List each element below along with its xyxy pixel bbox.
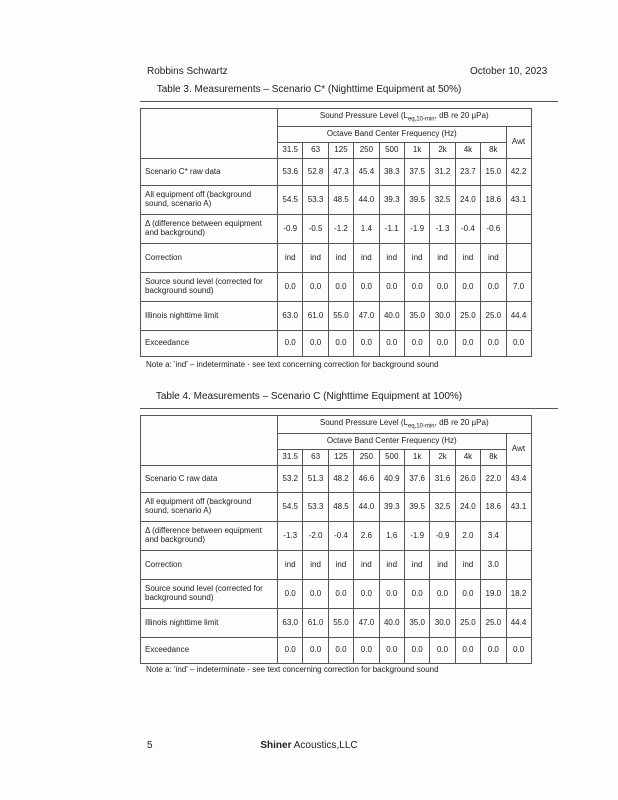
- value-cell: ind: [481, 244, 506, 273]
- value-cell: 26.0: [455, 466, 480, 493]
- value-cell: 0.0: [455, 273, 480, 302]
- table-row: [141, 331, 532, 357]
- row-label: Scenario C raw data: [141, 466, 278, 493]
- value-cell: -0.9: [278, 215, 303, 244]
- awt-cell: 0.0: [506, 331, 531, 357]
- band-header: 8k: [481, 450, 506, 466]
- value-cell: 32.5: [430, 493, 455, 522]
- value-cell: ind: [354, 244, 379, 273]
- table-row: [141, 215, 532, 244]
- band-header: 1k: [404, 450, 429, 466]
- awt-cell: [506, 551, 531, 580]
- value-cell: 48.2: [328, 466, 353, 493]
- value-cell: 47.0: [354, 302, 379, 331]
- table-row: [141, 493, 532, 522]
- value-cell: -0.4: [455, 215, 480, 244]
- value-cell: 0.0: [328, 580, 353, 609]
- awt-cell: 43.1: [506, 493, 531, 522]
- value-cell: 18.6: [481, 186, 506, 215]
- page-number: 5: [147, 740, 153, 751]
- value-cell: 53.2: [278, 466, 303, 493]
- value-cell: 23.7: [455, 159, 480, 186]
- row-label: Scenario C* raw data: [141, 159, 278, 186]
- spl-label-prefix: Sound Pressure Level (L: [319, 417, 408, 427]
- value-cell: 37.5: [404, 159, 429, 186]
- band-header: 250: [354, 450, 379, 466]
- value-cell: 0.0: [303, 638, 328, 664]
- value-cell: 1.4: [354, 215, 379, 244]
- awt-cell: 44.4: [506, 302, 531, 331]
- band-header: 1k: [404, 143, 429, 159]
- value-cell: 38.3: [379, 159, 404, 186]
- row-label: Δ (difference between equipment and background): [141, 522, 278, 551]
- value-cell: ind: [404, 551, 429, 580]
- value-cell: 0.0: [455, 331, 480, 357]
- band-header: 125: [328, 143, 353, 159]
- table-3-caption: Table 3. Measurements – Scenario C* (Nighttime Equipment at 50%): [156, 84, 462, 95]
- value-cell: 35.0: [404, 609, 429, 638]
- value-cell: 0.0: [354, 638, 379, 664]
- value-cell: 48.5: [328, 493, 353, 522]
- value-cell: 25.0: [481, 302, 506, 331]
- row-label: Correction: [141, 551, 278, 580]
- octave-header: Octave Band Center Frequency (Hz): [278, 127, 507, 143]
- value-cell: 0.0: [481, 273, 506, 302]
- value-cell: 0.0: [328, 638, 353, 664]
- value-cell: 25.0: [481, 609, 506, 638]
- value-cell: -1.3: [430, 215, 455, 244]
- value-cell: 0.0: [430, 638, 455, 664]
- value-cell: 30.0: [430, 609, 455, 638]
- row-label: All equipment off (background sound, scenario A): [141, 186, 278, 215]
- value-cell: 25.0: [455, 302, 480, 331]
- table-4-note: Note a: 'ind' – indeterminate - see text concerning correction for background sound: [146, 665, 439, 674]
- awt-cell: 7.0: [506, 273, 531, 302]
- value-cell: 22.0: [481, 466, 506, 493]
- awt-cell: 43.4: [506, 466, 531, 493]
- awt-header: Awt: [506, 127, 531, 159]
- spl-label-sub: eq,10-min: [407, 116, 435, 123]
- value-cell: 30.0: [430, 302, 455, 331]
- value-cell: 47.0: [354, 609, 379, 638]
- spl-header: [278, 416, 532, 434]
- value-cell: ind: [430, 551, 455, 580]
- spl-label-suffix: , dB re 20 µPa): [434, 110, 489, 120]
- value-cell: -0.4: [328, 522, 353, 551]
- row-label: Source sound level (corrected for background sound): [141, 580, 278, 609]
- table-row: [141, 580, 532, 609]
- value-cell: 39.3: [379, 186, 404, 215]
- table-row: [141, 551, 532, 580]
- value-cell: 19.0: [481, 580, 506, 609]
- value-cell: -1.1: [379, 215, 404, 244]
- value-cell: 54.5: [278, 493, 303, 522]
- header-author: Robbins Schwartz: [147, 66, 228, 77]
- header-blank: [141, 109, 278, 159]
- value-cell: 0.0: [430, 580, 455, 609]
- value-cell: 0.0: [328, 273, 353, 302]
- value-cell: 48.5: [328, 186, 353, 215]
- value-cell: 61.0: [303, 609, 328, 638]
- value-cell: 0.0: [455, 580, 480, 609]
- band-header: 4k: [455, 143, 480, 159]
- value-cell: 31.6: [430, 466, 455, 493]
- table-row: [141, 302, 532, 331]
- value-cell: ind: [303, 244, 328, 273]
- row-label: Correction: [141, 244, 278, 273]
- table-row: [141, 609, 532, 638]
- value-cell: ind: [354, 551, 379, 580]
- value-cell: 0.0: [379, 580, 404, 609]
- row-label: Illinois nighttime limit: [141, 609, 278, 638]
- value-cell: 0.0: [278, 580, 303, 609]
- table-4-rule: [140, 408, 558, 409]
- value-cell: -1.9: [404, 522, 429, 551]
- table-4: [140, 415, 532, 664]
- value-cell: 55.0: [328, 302, 353, 331]
- band-header: 31.5: [278, 143, 303, 159]
- value-cell: 0.0: [379, 638, 404, 664]
- value-cell: 61.0: [303, 302, 328, 331]
- value-cell: 25.0: [455, 609, 480, 638]
- row-label: Δ (difference between equipment and background): [141, 215, 278, 244]
- value-cell: 0.0: [430, 331, 455, 357]
- value-cell: 53.6: [278, 159, 303, 186]
- value-cell: 0.0: [404, 638, 429, 664]
- table-row: [141, 522, 532, 551]
- table-3-rule: [140, 101, 558, 102]
- band-header: 250: [354, 143, 379, 159]
- row-label: Exceedance: [141, 638, 278, 664]
- value-cell: ind: [430, 244, 455, 273]
- value-cell: -1.2: [328, 215, 353, 244]
- value-cell: 0.0: [278, 331, 303, 357]
- row-label: Exceedance: [141, 331, 278, 357]
- value-cell: 0.0: [354, 580, 379, 609]
- value-cell: -0.9: [430, 522, 455, 551]
- value-cell: 44.0: [354, 493, 379, 522]
- value-cell: 24.0: [455, 493, 480, 522]
- table-3: [140, 108, 532, 357]
- awt-cell: [506, 215, 531, 244]
- table-3-note: Note a: 'ind' – indeterminate - see text concerning correction for background sound: [146, 360, 439, 369]
- value-cell: -2.0: [303, 522, 328, 551]
- header-date: October 10, 2023: [470, 66, 548, 77]
- awt-header: Awt: [506, 434, 531, 466]
- value-cell: 0.0: [430, 273, 455, 302]
- value-cell: ind: [404, 244, 429, 273]
- value-cell: 0.0: [354, 331, 379, 357]
- value-cell: 0.0: [278, 638, 303, 664]
- value-cell: 0.0: [303, 331, 328, 357]
- table-4-caption: Table 4. Measurements – Scenario C (Nighttime Equipment at 100%): [155, 391, 463, 402]
- band-header: 63: [303, 450, 328, 466]
- header-blank: [141, 416, 278, 466]
- value-cell: 45.4: [354, 159, 379, 186]
- octave-header: Octave Band Center Frequency (Hz): [278, 434, 507, 450]
- value-cell: 63.0: [278, 302, 303, 331]
- value-cell: 39.3: [379, 493, 404, 522]
- band-header: 2k: [430, 143, 455, 159]
- value-cell: ind: [379, 551, 404, 580]
- value-cell: 3.4: [481, 522, 506, 551]
- value-cell: ind: [328, 244, 353, 273]
- value-cell: 2.0: [455, 522, 480, 551]
- spl-header: [278, 109, 532, 127]
- spl-label-prefix: Sound Pressure Level (L: [319, 110, 408, 120]
- value-cell: 55.0: [328, 609, 353, 638]
- row-label: Illinois nighttime limit: [141, 302, 278, 331]
- value-cell: 0.0: [455, 638, 480, 664]
- awt-cell: 42.2: [506, 159, 531, 186]
- value-cell: 53.3: [303, 493, 328, 522]
- value-cell: 0.0: [404, 580, 429, 609]
- awt-cell: 43.1: [506, 186, 531, 215]
- value-cell: 0.0: [303, 273, 328, 302]
- awt-cell: [506, 522, 531, 551]
- value-cell: 0.0: [379, 273, 404, 302]
- value-cell: ind: [278, 244, 303, 273]
- value-cell: 51.3: [303, 466, 328, 493]
- band-header: 8k: [481, 143, 506, 159]
- value-cell: 32.5: [430, 186, 455, 215]
- table-row: [141, 638, 532, 664]
- company-rest: Acoustics,LLC: [291, 740, 358, 751]
- value-cell: 15.0: [481, 159, 506, 186]
- value-cell: 53.3: [303, 186, 328, 215]
- value-cell: 46.6: [354, 466, 379, 493]
- value-cell: 40.9: [379, 466, 404, 493]
- value-cell: 39.5: [404, 186, 429, 215]
- value-cell: 54.5: [278, 186, 303, 215]
- table-row: [141, 466, 532, 493]
- value-cell: 3.0: [481, 551, 506, 580]
- value-cell: 52.8: [303, 159, 328, 186]
- value-cell: -0.5: [303, 215, 328, 244]
- value-cell: -1.3: [278, 522, 303, 551]
- value-cell: -1.9: [404, 215, 429, 244]
- table-row: [141, 244, 532, 273]
- value-cell: 37.6: [404, 466, 429, 493]
- band-header: 125: [328, 450, 353, 466]
- table-row: [141, 186, 532, 215]
- table-row: [141, 273, 532, 302]
- table-row: [141, 159, 532, 186]
- value-cell: ind: [455, 551, 480, 580]
- value-cell: 0.0: [404, 331, 429, 357]
- value-cell: 2.6: [354, 522, 379, 551]
- value-cell: 63.0: [278, 609, 303, 638]
- value-cell: 0.0: [354, 273, 379, 302]
- awt-cell: 44.4: [506, 609, 531, 638]
- value-cell: 31.2: [430, 159, 455, 186]
- value-cell: 0.0: [404, 273, 429, 302]
- band-header: 63: [303, 143, 328, 159]
- value-cell: 18.6: [481, 493, 506, 522]
- band-header: 500: [379, 143, 404, 159]
- value-cell: 35.0: [404, 302, 429, 331]
- value-cell: ind: [455, 244, 480, 273]
- value-cell: 39.5: [404, 493, 429, 522]
- value-cell: ind: [379, 244, 404, 273]
- value-cell: ind: [303, 551, 328, 580]
- value-cell: 40.0: [379, 302, 404, 331]
- value-cell: 47.3: [328, 159, 353, 186]
- value-cell: ind: [328, 551, 353, 580]
- value-cell: 0.0: [379, 331, 404, 357]
- awt-cell: [506, 244, 531, 273]
- value-cell: 0.0: [481, 638, 506, 664]
- company-footer: [0, 740, 618, 751]
- company-bold: Shiner: [260, 740, 292, 751]
- value-cell: 0.0: [278, 273, 303, 302]
- spl-label-sub: eq,10-min: [407, 423, 435, 430]
- awt-cell: 0.0: [506, 638, 531, 664]
- value-cell: 1.6: [379, 522, 404, 551]
- value-cell: 40.0: [379, 609, 404, 638]
- value-cell: 44.0: [354, 186, 379, 215]
- band-header: 31.5: [278, 450, 303, 466]
- band-header: 500: [379, 450, 404, 466]
- awt-cell: 18.2: [506, 580, 531, 609]
- value-cell: ind: [278, 551, 303, 580]
- band-header: 4k: [455, 450, 480, 466]
- value-cell: 24.0: [455, 186, 480, 215]
- band-header: 2k: [430, 450, 455, 466]
- value-cell: 0.0: [481, 331, 506, 357]
- row-label: Source sound level (corrected for background sound): [141, 273, 278, 302]
- row-label: All equipment off (background sound, scenario A): [141, 493, 278, 522]
- value-cell: -0.6: [481, 215, 506, 244]
- spl-label-suffix: , dB re 20 µPa): [434, 417, 489, 427]
- value-cell: 0.0: [328, 331, 353, 357]
- value-cell: 0.0: [303, 580, 328, 609]
